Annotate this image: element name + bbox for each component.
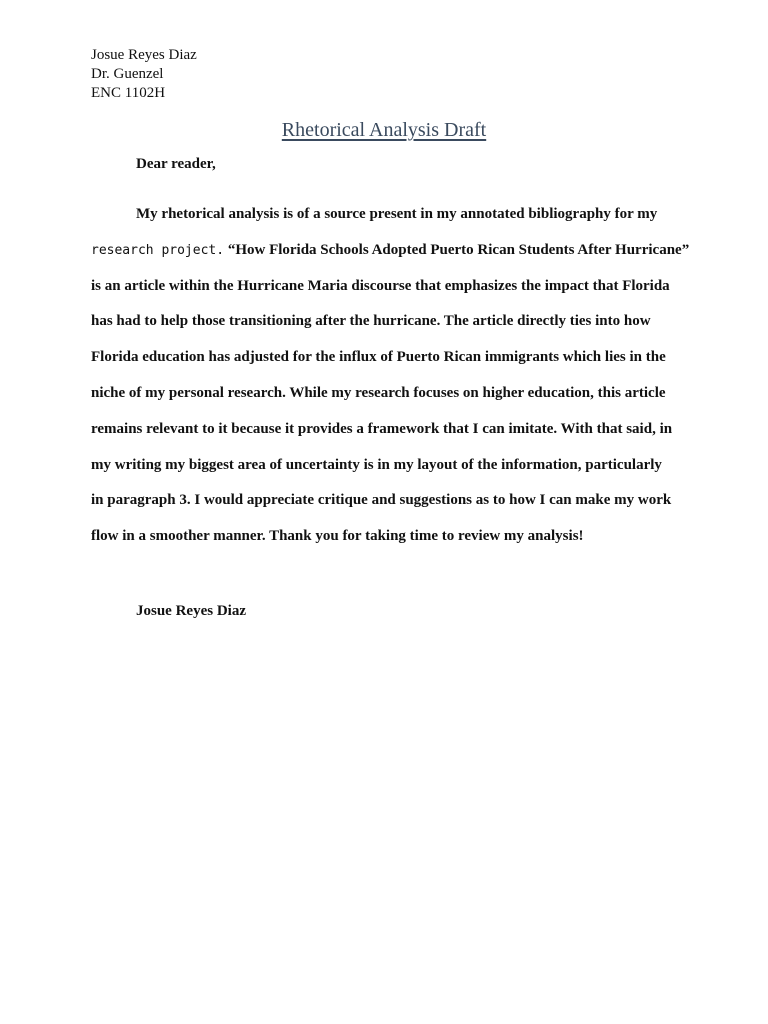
body-line: in paragraph 3. I would appreciate critique and suggestions as to how I can make my work xyxy=(91,492,672,509)
greeting: Dear reader, xyxy=(136,156,216,172)
body-line: is an article within the Hurricane Maria discourse that emphasizes the impact that Florida xyxy=(91,277,670,294)
body-line: flow in a smoother manner. Thank you for taking time to review my analysis! xyxy=(91,528,584,545)
body-line: my writing my biggest area of uncertainty is in my layout of the information, particularly xyxy=(91,456,662,473)
document-title: Rhetorical Analysis Draft xyxy=(281,119,487,141)
body-line: remains relevant to it because it provides a framework that I can imitate. With that said, in xyxy=(91,420,673,437)
course-code: ENC 1102H xyxy=(91,85,166,101)
body-line: niche of my personal research. While my research focuses on higher education, this article xyxy=(91,384,666,401)
body-paragraph xyxy=(91,197,690,555)
instructor-name: Dr. Guenzel xyxy=(91,66,164,82)
body-line-segment: “How Florida Schools Adopted Puerto Rican Students After Hurricane” xyxy=(224,241,690,258)
body-line xyxy=(91,233,690,269)
document-header xyxy=(91,46,197,103)
body-line: Florida education has adjusted for the influx of Puerto Rican immigrants which lies in the xyxy=(91,349,666,366)
body-line-mono-segment: research project. xyxy=(91,242,225,258)
author-name: Josue Reyes Diaz xyxy=(91,47,197,63)
body-line: has had to help those transitioning after the hurricane. The article directly ties into how xyxy=(91,313,651,330)
body-line: My rhetorical analysis is of a source present in my annotated bibliography for my xyxy=(136,206,658,222)
signature: Josue Reyes Diaz xyxy=(136,603,246,619)
